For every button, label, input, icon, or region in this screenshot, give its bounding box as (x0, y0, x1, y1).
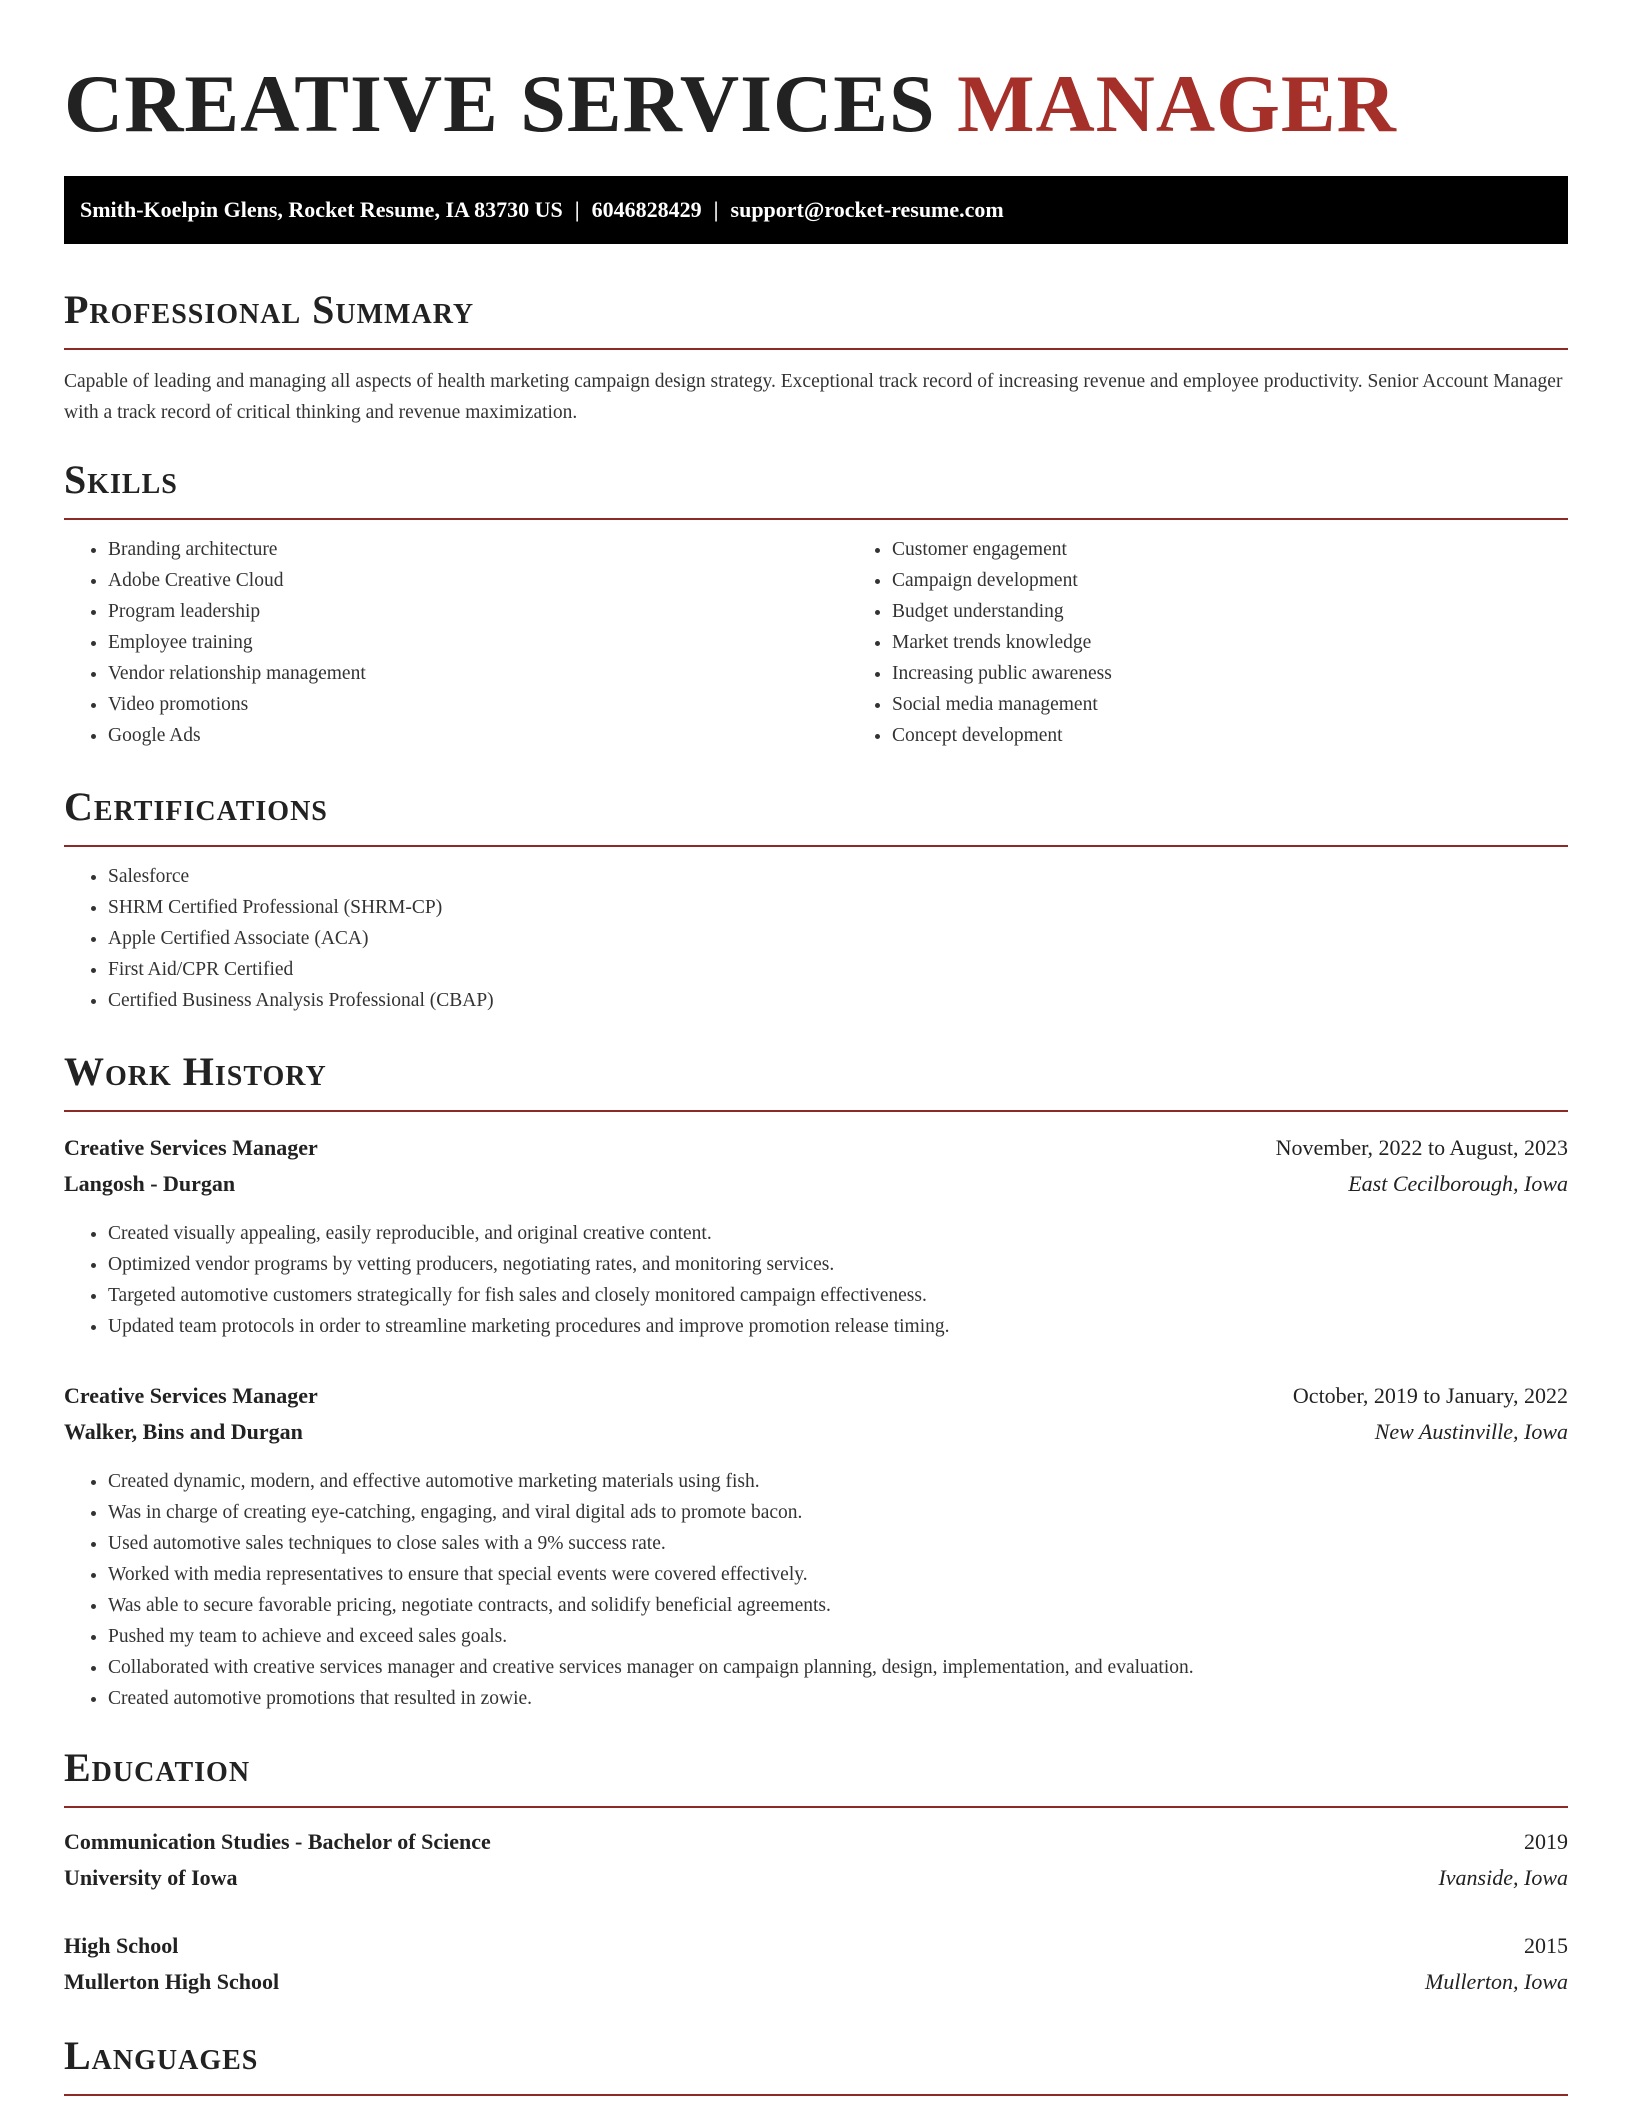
education-degree: High School (64, 1933, 179, 1958)
job-company: Walker, Bins and Durgan (64, 1419, 303, 1444)
job-company-row (64, 1414, 1568, 1450)
education-degree: Communication Studies - Bachelor of Science (64, 1829, 491, 1854)
job-bullet: • Created dynamic, modern, and effective automotive marketing materials using fish. (108, 1466, 1568, 1497)
skill-item: • Increasing public awareness (892, 658, 1632, 689)
education-degree-row (64, 1824, 1568, 1860)
job-bullet: • Optimized vendor programs by vetting producers, negotiating rates, and monitoring services. (108, 1249, 1568, 1280)
job-bullet: • Created automotive promotions that resulted in zowie. (108, 1683, 1568, 1714)
certification-item: • Salesforce (108, 861, 1568, 892)
skill-item: • Program leadership (108, 596, 848, 627)
summary-text: Capable of leading and managing all aspects of health marketing campaign design strategy. Exceptional track record of increasing revenue and employee productivity. Senior Account Manager with a track record of critical thinking and revenue maximization. (64, 371, 1563, 423)
contact-separator: | (713, 197, 719, 222)
contact-email[interactable]: support@rocket-resume.com (730, 197, 1004, 222)
section-heading-certifications: Certifications (64, 784, 328, 829)
education-year: 2015 (1524, 1933, 1568, 1958)
section-heading-languages: Languages (64, 2033, 259, 2078)
certification-item: • First Aid/CPR Certified (108, 954, 1568, 985)
job-dates: November, 2022 to August, 2023 (1275, 1135, 1568, 1160)
education-entry (64, 1928, 1568, 2000)
work-history-section (64, 1048, 1568, 1714)
job-entry (64, 1130, 1568, 1342)
title-main: CREATIVE SERVICES (64, 58, 936, 149)
contact-bar (64, 176, 1568, 244)
job-bullet: • Targeted automotive customers strategically for fish sales and closely monitored campaign effectiveness. (108, 1280, 1568, 1311)
job-entry (64, 1378, 1568, 1714)
section-heading-skills: Skills (64, 457, 178, 502)
resume-title (64, 0, 1568, 152)
title-accent: MANAGER (957, 58, 1397, 149)
skill-item: • Adobe Creative Cloud (108, 565, 848, 596)
certification-item: • SHRM Certified Professional (SHRM-CP) (108, 892, 1568, 923)
job-header-row (64, 1378, 1568, 1414)
skills-section (64, 456, 1568, 751)
job-bullet: • Worked with media representatives to ensure that special events were covered effectively. (108, 1559, 1568, 1590)
job-bullet: • Created visually appealing, easily reproducible, and original creative content. (108, 1218, 1568, 1249)
skill-item: • Employee training (108, 627, 848, 658)
skill-item: • Budget understanding (892, 596, 1632, 627)
job-bullets (64, 1466, 1568, 1714)
job-bullets (64, 1218, 1568, 1342)
education-location: Mullerton, Iowa (1425, 1969, 1568, 1994)
job-bullet: • Collaborated with creative services manager and creative services manager on campaign planning, design, implementation, and evaluation. (108, 1652, 1568, 1683)
skill-item: • Vendor relationship management (108, 658, 848, 689)
education-school: University of Iowa (64, 1865, 238, 1890)
job-bullet: • Updated team protocols in order to streamline marketing procedures and improve promotion release timing. (108, 1311, 1568, 1342)
job-bullet: • Was in charge of creating eye-catching, engaging, and viral digital ads to promote bacon. (108, 1497, 1568, 1528)
education-school: Mullerton High School (64, 1969, 280, 1994)
education-section (64, 1744, 1568, 2000)
section-heading-summary: Professional Summary (64, 287, 475, 332)
section-heading-education: Education (64, 1745, 251, 1790)
languages-section (64, 2032, 1568, 2096)
certifications-section (64, 783, 1568, 1016)
section-divider (64, 1110, 1568, 1112)
skill-item: • Campaign development (892, 565, 1632, 596)
job-bullet: • Was able to secure favorable pricing, negotiate contracts, and solidify beneficial agreements. (108, 1590, 1568, 1621)
skill-item: • Social media management (892, 689, 1632, 720)
skill-item: • Video promotions (108, 689, 848, 720)
section-divider (64, 845, 1568, 847)
certification-item: • Certified Business Analysis Professional (CBAP) (108, 985, 1568, 1016)
education-entry (64, 1824, 1568, 1896)
job-bullet: • Used automotive sales techniques to close sales with a 9% success rate. (108, 1528, 1568, 1559)
contact-phone[interactable]: 6046828429 (591, 197, 702, 222)
section-divider (64, 1806, 1568, 1808)
section-divider (64, 348, 1568, 350)
job-header-row (64, 1130, 1568, 1166)
skill-item: • Customer engagement (892, 534, 1632, 565)
certifications-list (64, 861, 1568, 1016)
certification-item: • Apple Certified Associate (ACA) (108, 923, 1568, 954)
skills-list-left (64, 534, 848, 751)
education-school-row (64, 1860, 1568, 1896)
skills-columns (64, 520, 1568, 751)
contact-address: Smith-Koelpin Glens, Rocket Resume, IA 83730 US (80, 197, 563, 222)
job-location: East Cecilborough, Iowa (1348, 1171, 1568, 1196)
summary-section (64, 286, 1568, 428)
education-school-row (64, 1964, 1568, 2000)
contact-separator: | (574, 197, 580, 222)
education-location: Ivanside, Iowa (1438, 1865, 1568, 1890)
section-heading-work-history: Work History (64, 1049, 327, 1094)
job-title: Creative Services Manager (64, 1383, 318, 1408)
job-company-row (64, 1166, 1568, 1202)
education-year: 2019 (1524, 1829, 1568, 1854)
job-dates: October, 2019 to January, 2022 (1292, 1383, 1568, 1408)
section-divider (64, 2094, 1568, 2096)
skill-item: • Concept development (892, 720, 1632, 751)
education-degree-row (64, 1928, 1568, 1964)
job-location: New Austinville, Iowa (1374, 1419, 1568, 1444)
skill-item: • Branding architecture (108, 534, 848, 565)
job-bullet: • Pushed my team to achieve and exceed sales goals. (108, 1621, 1568, 1652)
job-company: Langosh - Durgan (64, 1171, 236, 1196)
skill-item: • Market trends knowledge (892, 627, 1632, 658)
skills-list-right (848, 534, 1632, 751)
skill-item: • Google Ads (108, 720, 848, 751)
job-title: Creative Services Manager (64, 1135, 318, 1160)
resume-page (64, 0, 1568, 2096)
